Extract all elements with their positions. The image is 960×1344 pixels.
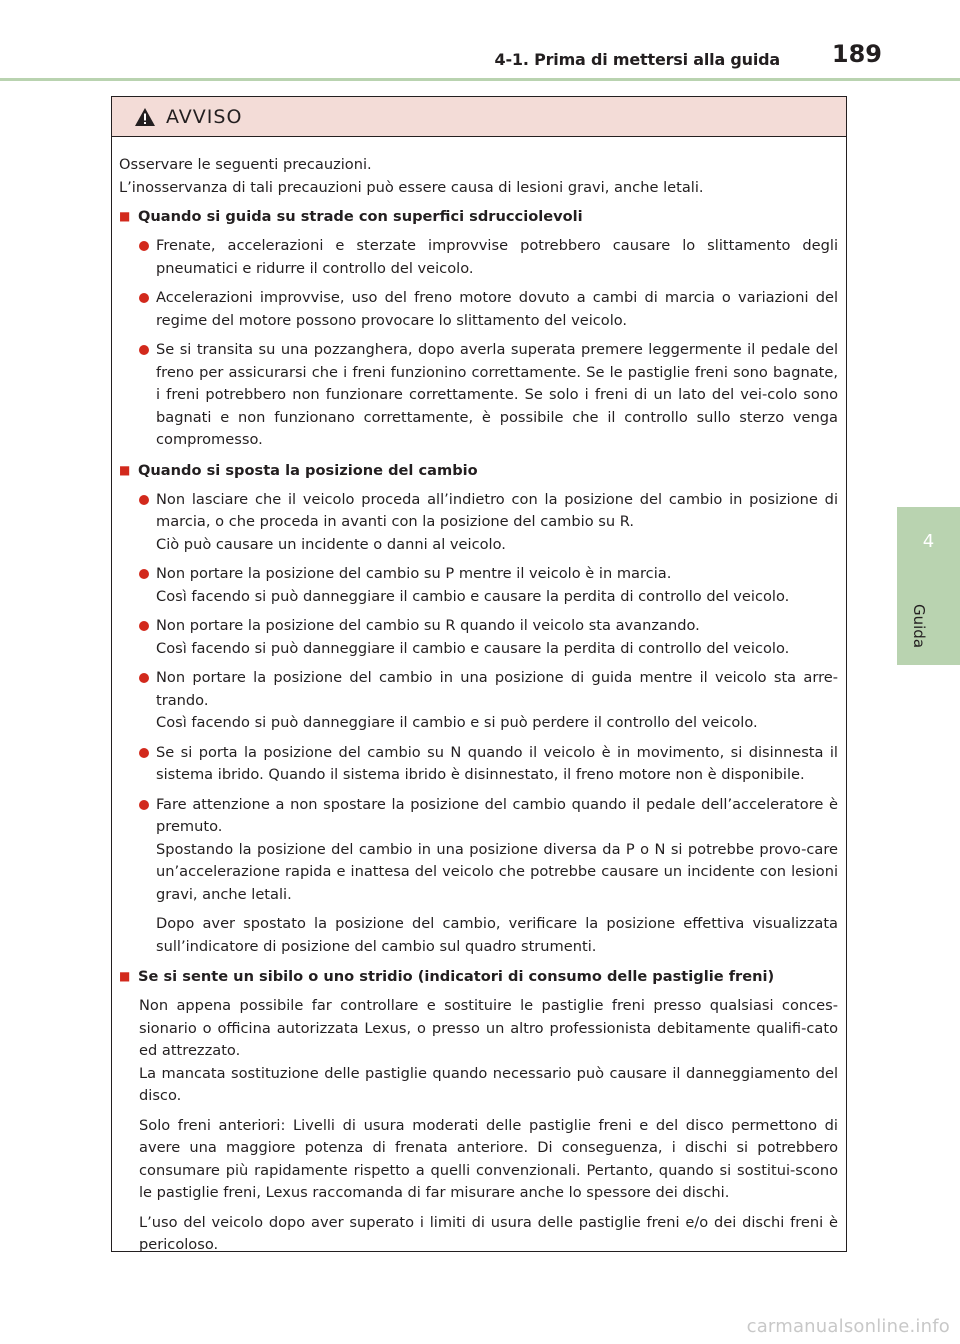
bullet-item xyxy=(119,287,838,332)
bullet-text: Non portare la posizione del cambio su P mentre il veicolo è in marcia. Così facendo si può danneggiare il cambio e causare la perdita di controllo del veicolo. xyxy=(156,565,790,605)
bullet-text: Se si porta la posizione del cambio su N quando il veicolo è in movimento, si disinnesta il sistema ibrido. Quando il sistema ibrido è disinnestato, il freno motore non è disponibile. xyxy=(156,743,838,783)
red-square-icon: ■ xyxy=(119,209,131,223)
bullet-text: Accelerazioni improvvise, uso del freno motore dovuto a cambi di marcia o variazioni del regime del motore possono provocare lo slittamento del veicolo. xyxy=(156,289,838,329)
red-dot-icon xyxy=(139,293,149,303)
warning-box xyxy=(111,96,847,1252)
red-dot-icon xyxy=(139,673,149,683)
watermark: carmanualsonline.info xyxy=(746,1316,950,1337)
red-dot-icon xyxy=(139,800,149,810)
red-dot-icon xyxy=(139,569,149,579)
bullet-item xyxy=(119,667,838,735)
warning-header xyxy=(112,97,846,137)
chapter-number: 4 xyxy=(922,531,935,552)
section-heading-text: Quando si guida su strade con superfici sdrucciolevoli xyxy=(138,208,583,225)
bullet-text: Non portare la posizione del cambio su R quando il veicolo sta avanzando. Così facendo si può danneggiare il cambio e causare la perdita di controllo del veicolo. xyxy=(156,617,790,657)
section-heading-brake-wear xyxy=(119,965,838,988)
bullet-text: Fare attenzione a non spostare la posizione del cambio quando il pedale dell’acceleratore è premuto. Spostando la posizione del cambio in una posizione diversa da P o N si potrebbe provo-care un’accelerazione rapida e inattesa del veicolo che potrebbe causare un incidente con lesioni gravi, anche letali. xyxy=(156,795,838,903)
section-heading-text: Se si sente un sibilo o uno stridio (indicatori di consumo delle pastiglie freni) xyxy=(138,968,775,985)
bullet-item xyxy=(119,563,838,608)
header-rule xyxy=(0,78,960,81)
red-dot-icon xyxy=(139,495,149,505)
warning-triangle-icon xyxy=(134,107,156,127)
section-heading-text: Quando si sposta la posizione del cambio xyxy=(138,461,478,479)
red-dot-icon xyxy=(139,241,149,251)
section-heading-shift-position xyxy=(119,459,838,482)
paragraph: L’uso del veicolo dopo aver superato i limiti di usura delle pastiglie freni e/o dei dischi freni è pericoloso. xyxy=(139,1213,838,1253)
red-square-icon: ■ xyxy=(119,969,131,983)
bullet-item xyxy=(119,794,838,907)
red-dot-icon xyxy=(139,345,149,355)
bullet-text: Non portare la posizione del cambio in una posizione di guida mentre il veicolo sta arre-trando. Così facendo si può danneggiare il cambio e si può perdere il controllo del veicolo. xyxy=(156,669,838,731)
section-heading-slippery-roads xyxy=(119,205,838,228)
red-dot-icon xyxy=(139,748,149,758)
bullet-item xyxy=(119,615,838,660)
intro-text xyxy=(119,153,838,199)
shift-note: Dopo aver spostato la posizione del cambio, verificare la posizione effettiva visualizzata sull’indicatore di posizione del cambio sul quadro strumenti. xyxy=(156,915,838,955)
section-title: 4-1. Prima di mettersi alla guida xyxy=(494,50,780,69)
chapter-label-text: Guida xyxy=(910,604,928,649)
paragraph: Non appena possibile far controllare e sostituire le pastiglie freni presso qualsiasi conces-sionario o officina autorizzata Lexus, o presso un altro professionista debitamente qualifi-cato ed attrezzato. La mancata sostituzione delle pastiglie quando necessario può causare il danneggiamento del disco. xyxy=(139,997,838,1104)
warning-body xyxy=(112,137,846,1257)
chapter-label xyxy=(896,604,960,674)
bullet-text: Frenate, accelerazioni e sterzate improvvise potrebbero causare lo slittamento degli pneumatici e ridurre il controllo del veicolo. xyxy=(156,237,838,277)
bullet-item xyxy=(119,339,838,452)
bullet-text: Se si transita su una pozzanghera, dopo averla superata premere leggermente il pedale del freno per assicurarsi che i freni funzionino correttamente. Se le pastiglie freni sono bagnate, i freni potrebbero non funzionare correttamente. Se solo i freni di un lato del vei-colo sono bagnati e non funzionano correttamente, è possibile che il controllo sullo sterzo venga compromesso. xyxy=(156,341,838,448)
warning-title: AVVISO xyxy=(166,105,243,128)
red-square-icon: ■ xyxy=(119,462,131,477)
paragraph: Solo freni anteriori: Livelli di usura moderati delle pastiglie freni e del disco permettono di avere una maggiore potenza di frenata anteriore. Di conseguenza, i dischi si potrebbero consumare più rapidamente rispetto a quelli convenzionali. Pertanto, quando si sostitui-scono le pastiglie freni, Lexus raccomanda di far misurare anche lo spessore dei dischi. xyxy=(139,1116,838,1201)
page-number: 189 xyxy=(831,40,882,68)
red-dot-icon xyxy=(139,621,149,631)
bullet-item xyxy=(119,235,838,280)
bullet-item xyxy=(119,742,838,787)
bullet-text: Non lasciare che il veicolo proceda all’indietro con la posizione del cambio in posizione di marcia, o che proceda in avanti con la posizione del cambio su R. Ciò può causare un incidente o danni al veicolo. xyxy=(156,490,838,553)
intro-line-2: L’inosservanza di tali precauzioni può essere causa di lesioni gravi, anche letali. xyxy=(119,179,704,196)
bullet-item xyxy=(119,489,838,557)
intro-line-1: Osservare le seguenti precauzioni. xyxy=(119,156,372,173)
